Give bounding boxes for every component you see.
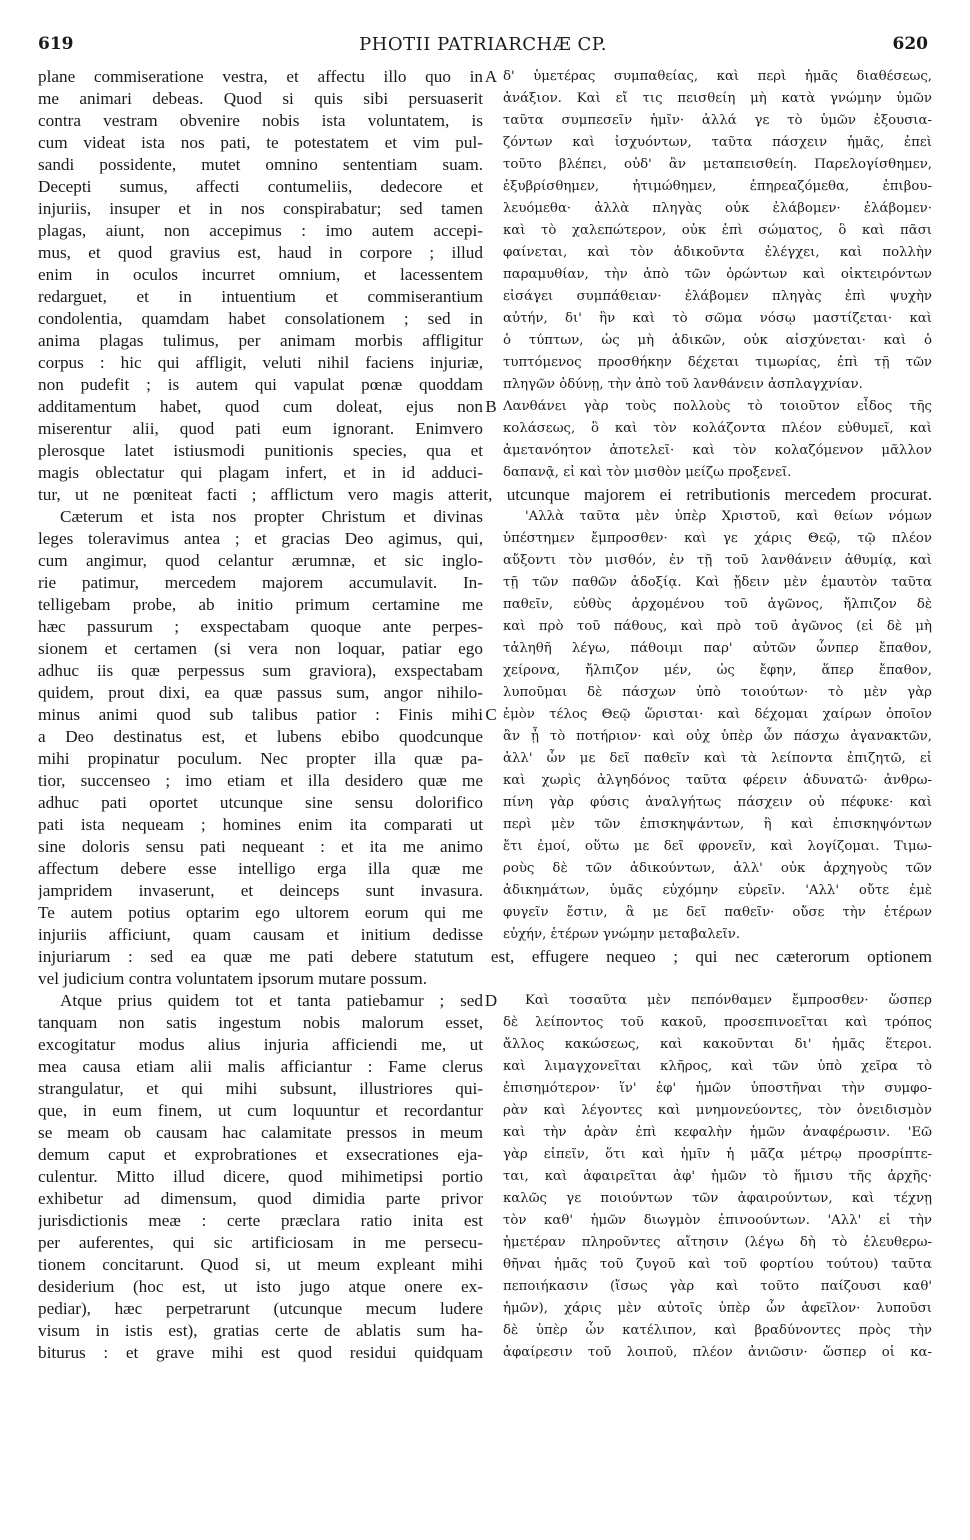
marker-line <box>483 352 499 374</box>
marker-line <box>483 110 499 132</box>
latin-line: me animari debeas. Quod si quis sibi persuaserit <box>38 89 483 108</box>
marker-line <box>483 242 499 264</box>
greek-line: εὐχήν, ἑτέρων γνώμην μεταβαλεῖν. <box>503 927 741 942</box>
marker-line <box>483 1122 499 1144</box>
marker-line <box>483 1144 499 1166</box>
two-column-text <box>38 66 932 1364</box>
latin-line: strangulatur, et qui mihi subsunt, illustriores qui- <box>38 1079 483 1098</box>
marker-line <box>483 462 499 484</box>
section-d <box>38 990 932 1364</box>
marker-line <box>483 858 499 880</box>
greek-line: τῇ τῶν παθῶν ἀδοξίᾳ. Καὶ ᾔδειν μὲν ἐμαυτὸν ταῦτα <box>503 575 932 590</box>
latin-line: tanquam non satis ingestum nobis malorum esset, <box>38 1013 483 1032</box>
marker-line <box>483 88 499 110</box>
latin-line: miserentur alii, quod pati eum ignorant. Enimvero <box>38 419 483 438</box>
latin-line: minus animi quod sub talibus patior : Finis mihi <box>38 705 483 724</box>
latin-line: telligebam probe, ab initio primum certamine me <box>38 595 483 614</box>
latin-line: redarguet, et in intuentium et commiserantium <box>38 287 483 306</box>
marker-line <box>483 726 499 748</box>
marker-line <box>483 506 499 528</box>
greek-line: καὶ λιμαγχονεῖται κλῆρος, καὶ τῶν ὑπὸ χεῖρα τὸ <box>503 1059 932 1074</box>
greek-column <box>499 990 932 1364</box>
greek-line: δαπανᾷ, εἰ καὶ τὸν μισθὸν μείζω προξενεῖ. <box>503 465 792 480</box>
latin-line: sandi possidente, mutet omnino sententiam suam. <box>38 155 483 174</box>
latin-line: jampridem invaserunt, et deinceps sunt invasura. <box>38 881 483 900</box>
latin-line: exhibetur ad dimensum, quod dimidia parte privor <box>38 1189 483 1208</box>
greek-line: ροὺς δὲ τῶν ἀδικούντων, ἀλλ' οὐκ ἀρχηγοὺς τῶν <box>503 861 932 876</box>
greek-line: θῆναι ἡμᾶς τοῦ ζυγοῦ καὶ τοῦ φορτίου τούτου) ταῦτα <box>503 1257 932 1272</box>
greek-line: ἀφαίρεσιν τοῦ λοιποῦ, πλέον ἀνιῶσιν· ὥσπερ οἱ κα- <box>503 1345 932 1360</box>
greek-line: πληγῶν ὀδύνῃ, τὴν ἀπὸ τοῦ λανθάνειν ἀσπλαγχνίαν. <box>503 377 863 392</box>
greek-line: ταῦτα συμπεσεῖν ἡμῖν· ἀλλά γε τὸ ὑμῶν ἐξουσια- <box>503 113 932 128</box>
marker-line <box>483 1210 499 1232</box>
greek-line: δὲ ὑπὲρ ὧν κατέλιπον, καὶ βραδύνοντες πρὸς τὴν <box>503 1323 932 1338</box>
marker-line <box>483 1232 499 1254</box>
latin-line: Atque prius quidem tot et tanta patiebamur ; sed <box>60 991 483 1010</box>
greek-line: λυποῦμαι δὲ πάσχων ὑπὸ τοιούτων· τὸ μὲν γὰρ <box>503 685 932 700</box>
latin-line: culentur. Mitto illud dicere, quod mihimetipsi portio <box>38 1167 483 1186</box>
greek-line: ἀλλ' ὧν με δεῖ παθεῖν καὶ τὰ λείποντα ἐπιζητῶ, εἰ <box>503 751 932 766</box>
greek-line: ἐπισημότερον· ἵν' ἐφ' ἡμῶν ὑποστῆναι τὴν συμφο- <box>503 1081 932 1096</box>
section-marker <box>483 396 499 484</box>
latin-line: sine doloris sensu pati nequeant : et ita me animo <box>38 837 483 856</box>
section-marker <box>483 66 499 396</box>
greek-line: ἐμὸν τέλος Θεῷ ὥρισται· καὶ δέχομαι χαίρων ὁποῖον <box>503 707 932 722</box>
marker-line <box>483 374 499 396</box>
latin-line: sionem et certamen (si vera non loquar, patiar ego <box>38 639 483 658</box>
latin-line: injuriis afficiunt, quam causam et initium dedisse <box>38 925 483 944</box>
marker-line <box>483 770 499 792</box>
latin-line: mihi propinatur poculum. Nec propter illa quæ pa- <box>38 749 483 768</box>
latin-line: Decepti sumus, affecti contumeliis, dedecore et <box>38 177 483 196</box>
marker-line <box>483 1320 499 1342</box>
marker-line <box>483 1298 499 1320</box>
latin-line: adhuc pati oportet utcunque sine sensu dolorifico <box>38 793 483 812</box>
marker-line <box>483 440 499 462</box>
greek-line: ἀδικημάτων, ὑμᾶς εὐχόμην εὑρεῖν. 'Αλλ' οὔτε ἐμὲ <box>503 883 932 898</box>
latin-line: rie patimur, mercedem majorem accumulavit. In- <box>38 573 483 592</box>
latin-line: adhuc iis quæ perpessus sum graviora), exspectabam <box>38 661 483 680</box>
marker-line <box>483 660 499 682</box>
marker-line <box>483 1276 499 1298</box>
latin-column <box>38 990 483 1364</box>
marker-line <box>483 220 499 242</box>
marker-line <box>483 418 499 440</box>
marker-line <box>483 836 499 858</box>
latin-line: que, in eum finem, ut cum loquuntur et recordantur <box>38 1101 483 1120</box>
marker-line <box>483 264 499 286</box>
marker-line <box>483 1254 499 1276</box>
section-marker-letter: C <box>485 705 497 724</box>
marker-line <box>483 132 499 154</box>
latin-column <box>38 506 483 946</box>
greek-line: ται, καὶ ἀφαιρεῖται ἀφ' ἡμῶν τὸ ἥμισυ τῆς ἀρχῆς· <box>503 1169 932 1184</box>
latin-line: hæc passurum ; exspectabam quoque ante perpes- <box>38 617 483 636</box>
latin-line: jurisdictionis meæ : certe præclara ratio inita est <box>38 1211 483 1230</box>
section-a <box>38 66 932 396</box>
latin-line: a Deo destinatus est, et lubens ebibo quodcunque <box>38 727 483 746</box>
full-width-line: tur, ut ne pœniteat facti ; afflictum vero magis atterit, utcunque majorem ei retributionis mercedem procurat. <box>38 485 932 504</box>
marker-line <box>483 198 499 220</box>
latin-line: corpus : hic qui affligit, veluti nihil faciens injuriæ, <box>38 353 483 372</box>
latin-line: additamentum habet, quod cum doleat, ejus non <box>38 397 483 416</box>
latin-line: plagas, aiunt, non accepimus : imo autem accepi- <box>38 221 483 240</box>
greek-line: φαίνεται, καὶ τὸν ἀδικοῦντα ἐλέγχει, καὶ πολλὴν <box>503 245 932 260</box>
greek-line: ἡμετέραν πληροῦντες αἴτησιν (λέγω δὴ τὸ ἐλευθερω- <box>503 1235 932 1250</box>
latin-line: mea causa etiam alii malis afficiantur : Fame clerus <box>38 1057 483 1076</box>
section-marker <box>483 990 499 1364</box>
greek-line: καὶ τὴν ἀρὰν ἐπὶ κεφαλὴν ἡμῶν ἀναφέρωσιν. 'Εῶ <box>503 1125 932 1140</box>
greek-line: χείρονα, ἤλπιζον μέν, ὡς ἔφην, ἅπερ ἔπαθον, <box>503 663 932 678</box>
latin-line: mus, et quod gravius est, haud in corpore ; illud <box>38 243 483 262</box>
section-marker-letter: A <box>484 67 498 86</box>
greek-line: καὶ πρὸ τοῦ πάθους, καὶ πρὸ τοῦ ἀγῶνος (εἰ δὲ μὴ <box>503 619 932 634</box>
full-width-line: injuriarum : sed ea quæ me pati debere statutum est, effugere nequeo ; qui nec cæterorum optionem <box>38 947 932 966</box>
latin-line: leges toleravimus antea ; et gracias Deo agimus, qui, <box>38 529 483 548</box>
latin-line: demum caput et exprobrationes et exsecrationes eja- <box>38 1145 483 1164</box>
greek-line: πίνη γὰρ φύσις ἀναλγήτως πάσχειν οὐ πέφυκε· καὶ <box>503 795 932 810</box>
latin-line: pati ista nequeam ; homines enim ita comparati ut <box>38 815 483 834</box>
marker-line <box>483 286 499 308</box>
greek-line: ἂν ᾖ τὸ ποτήριον· καὶ οὐχ ὑπὲρ ὧν πάσχω ἀγανακτῶν, <box>503 729 932 744</box>
marker-line <box>483 1166 499 1188</box>
latin-column <box>38 66 483 396</box>
marker-line <box>483 1012 499 1034</box>
marker-line <box>483 682 499 704</box>
greek-line: ἡμῶν), χάρις μὲν αὐτοῖς ὑπὲρ ὧν ἀφεῖλον· λυποῦσι <box>503 1301 932 1316</box>
marker-line <box>483 1056 499 1078</box>
marker-line <box>483 924 499 946</box>
marker-line <box>483 1034 499 1056</box>
greek-line: τυπτόμενος προσθήκην δέχεται τιμωρίας, ἐπὶ τῇ τῶν <box>503 355 932 370</box>
latin-line: plerosque latet istiusmodi punitionis species, qua et <box>38 441 483 460</box>
latin-line: tior, succenseo ; imo etiam et illa desidero quæ me <box>38 771 483 790</box>
latin-line: cum videat ista nos pati, te potestatem et vim pul- <box>38 133 483 152</box>
marker-line <box>483 902 499 924</box>
latin-line: non pudefit ; is autem qui vapulat pœnæ quoddam <box>38 375 483 394</box>
section-marker-letter: B <box>485 397 497 416</box>
latin-line: enim in oculos incurret omnium, et lacessentem <box>38 265 483 284</box>
greek-line: αὔξοντι τὸν μισθόν, ἐν τῇ τοῦ λανθάνειν ἀθυμίᾳ, καὶ <box>503 553 932 568</box>
marker-line <box>483 572 499 594</box>
latin-line: per auferentes, qui sic artificiosam in me persecu- <box>38 1233 483 1252</box>
greek-line: καὶ χωρὶς ἀλγηδόνος ταῦτα φέρειν ἀδυνατῶ· ἀνθρω- <box>503 773 932 788</box>
greek-line: τὸν καθ' ἡμῶν διωγμὸν ἐπινοούντων. 'Αλλ' εἰ τὴν <box>503 1213 932 1228</box>
marker-line <box>483 330 499 352</box>
marker-line <box>483 880 499 902</box>
left-page-number: 619 <box>38 34 74 54</box>
latin-line: affectum debere esse intelligo erga illa quæ me <box>38 859 483 878</box>
latin-line: quidem, prout dixi, ea quæ passus sum, angor nihilo- <box>38 683 483 702</box>
greek-line: καὶ τὸ χαλεπώτερον, οὐκ ἐπὶ σώματος, ὃ καὶ πᾶσι <box>503 223 932 238</box>
greek-column <box>499 66 932 396</box>
marker-line <box>483 638 499 660</box>
greek-line: αὐτήν, δι' ἣν καὶ τὸ σῶμα νόσῳ μαστίζεται· καὶ <box>503 311 932 326</box>
section-c <box>38 506 932 946</box>
marker-line <box>483 528 499 550</box>
greek-line: ὁ τύπτων, ὡς μὴ ἀδικῶν, οὐκ αἰσχύνεται· καὶ ὁ <box>503 333 932 348</box>
page-header <box>38 34 928 58</box>
full-width-line: vel judicium contra voluntatem ipsorum mutare possum. <box>38 969 428 988</box>
greek-line: ἄλλος κακώσεως, καὶ κακοῦνται δι' ἡμᾶς ἕτεροι. <box>503 1037 932 1052</box>
greek-line: ζόντων καὶ ἰσχυόντων, ταῦτα πάσχειν ἡμᾶς, ἐπεὶ <box>503 135 932 150</box>
greek-line: ὑπέστημεν ἔμπροσθεν· καὶ γε χάρις Θεῷ, τῷ πλέον <box>503 531 932 546</box>
marker-line <box>483 1100 499 1122</box>
greek-line: δ' ὑμετέρας συμπαθείας, καὶ περὶ ἡμᾶς διαθέσεως, <box>503 69 932 84</box>
latin-line: Cæterum et ista nos propter Christum et divinas <box>60 507 483 526</box>
marker-line <box>483 814 499 836</box>
marker-line <box>483 792 499 814</box>
section-marker-letter: D <box>484 991 498 1010</box>
latin-line: condolentia, quamdam habet consolationem ; sed in <box>38 309 483 328</box>
latin-column <box>38 396 483 484</box>
marker-line <box>483 616 499 638</box>
latin-line: excogitatur modus alius injuria afficiendi me, ut <box>38 1035 483 1054</box>
marker-line <box>483 176 499 198</box>
latin-line: visum in istis est), gratias certe de ablatis sum ha- <box>38 1321 483 1340</box>
latin-line: magis oblectatur qui plagam infert, et in id adduci- <box>38 463 483 482</box>
latin-line: cum angimur, quod celantur ærumnæ, et sic inglo- <box>38 551 483 570</box>
marker-line <box>483 308 499 330</box>
right-page-number: 620 <box>892 34 928 54</box>
marker-line <box>483 748 499 770</box>
greek-line: ἔτι ἐμοί, οὕτω με δεῖ φρονεῖν, καὶ λογίζομαι. Τιμω- <box>503 839 932 854</box>
marker-line <box>483 594 499 616</box>
latin-line: plane commiseratione vestra, et affectu illo quo in <box>38 67 483 86</box>
greek-line: καλῶς γε ποιούντων τῶν ἀφαιρούντων, καὶ τέχνῃ <box>503 1191 932 1206</box>
latin-line: injuriis, insuper et in nos conspirabatur; sed tamen <box>38 199 483 218</box>
greek-line: ἀνάξιον. Καὶ εἴ τις πεισθείη μὴ κατὰ γνώμην ὑμῶν <box>503 91 932 106</box>
greek-line: πεποιήκασιν (ἴσως γὰρ καὶ τοῦτο παίζουσι καθ' <box>503 1279 932 1294</box>
greek-line: περὶ μὲν τῶν ἐπισκηψάντων, ἢ καὶ ἐπισκηψόντων <box>503 817 932 832</box>
greek-line: 'Αλλὰ ταῦτα μὲν ὑπὲρ Χριστοῦ, καὶ θείων νόμων <box>525 509 932 524</box>
greek-line: δὲ λείποντος τοῦ κακοῦ, προσεπινοεῖται καὶ τρόπος <box>503 1015 932 1030</box>
marker-line <box>483 154 499 176</box>
greek-line: λευόμεθα· ἀλλὰ πληγὰς οὐκ ἐλάβομεν· ἐλάβομεν· <box>503 201 932 216</box>
marker-line <box>483 1342 499 1364</box>
greek-line: κολάσεως, ὃ καὶ τὸν κολάζοντα πλέον εὐθυμεῖ, καὶ <box>503 421 932 436</box>
greek-line: εἰσάγει συμπάθειαν· ἐλάβομεν πληγὰς ἐπὶ ψυχὴν <box>503 289 932 304</box>
greek-line: τοῦτο βλέπει, οὐδ' ἂν μεταπεισθείη. Παρελογίσθημεν, <box>503 157 932 172</box>
latin-line: contra vestram obvenire nobis ista voluntatem, is <box>38 111 483 130</box>
latin-line: anima plagas tulimus, per animam morbis affligitur <box>38 331 483 350</box>
latin-line: se meam ob causam hac calamitate pressos in meum <box>38 1123 483 1142</box>
latin-line: desiderium (hoc est, ut isto jugo atque onere ex- <box>38 1277 483 1296</box>
greek-line: παθεῖν, εὐθὺς ἀρχομένου τοῦ ἀγῶνος, ἤλπιζον δὲ <box>503 597 932 612</box>
greek-column <box>499 396 932 484</box>
latin-line: biturus : et grave mihi est quod residui quidquam <box>38 1343 483 1362</box>
greek-line: ἀμετανόητον ἀποτελεῖ· καὶ τὸν κολαζόμενον μᾶλλον <box>503 443 932 458</box>
latin-line: pediar), hæc perpetrarunt (utcunque mecum ludere <box>38 1299 483 1318</box>
greek-line: Καὶ τοσαῦτα μὲν πεπόνθαμεν ἔμπροσθεν· ὥσπερ <box>525 993 932 1008</box>
greek-column <box>499 506 932 946</box>
latin-line: tionem concitarunt. Quod si, ut meum expleant mihi <box>38 1255 483 1274</box>
greek-line: τἀληθῆ λέγω, πάθοιμι παρ' αὐτῶν ὧνπερ ἔπαθον, <box>503 641 932 656</box>
marker-line <box>483 1188 499 1210</box>
running-title: PHOTII PATRIARCHÆ CP. <box>359 34 607 55</box>
section-b <box>38 396 932 484</box>
greek-line: Λανθάνει γὰρ τοὺς πολλοὺς τὸ τοιοῦτον εἶδος τῆς <box>503 399 932 414</box>
greek-line: φυγεῖν ἔστιν, ἃ με δεῖ παθεῖν· οὔσε τὴν ἑτέρων <box>503 905 932 920</box>
latin-line: Te autem potius optarim ego ultorem eorum qui me <box>38 903 483 922</box>
section-marker <box>483 506 499 946</box>
greek-line: παραμυθίαν, τὴν ἀπὸ τῶν ὁρώντων καὶ οἰκτειρόντων <box>503 267 932 282</box>
greek-line: γὰρ εἰπεῖν, ὅτι καὶ ἡμῖν ἡ μᾶζα μέτρῳ προσρίπτε- <box>503 1147 932 1162</box>
marker-line <box>483 1078 499 1100</box>
greek-line: ρὰν καὶ λέγοντες καὶ μνημονεύοντες, τὸν ὀνειδισμὸν <box>503 1103 932 1118</box>
marker-line <box>483 550 499 572</box>
greek-line: ἐξυβρίσθημεν, ἠτιμώθημεν, ἐπηρεαζόμεθα, ἐπιβου- <box>503 179 932 194</box>
